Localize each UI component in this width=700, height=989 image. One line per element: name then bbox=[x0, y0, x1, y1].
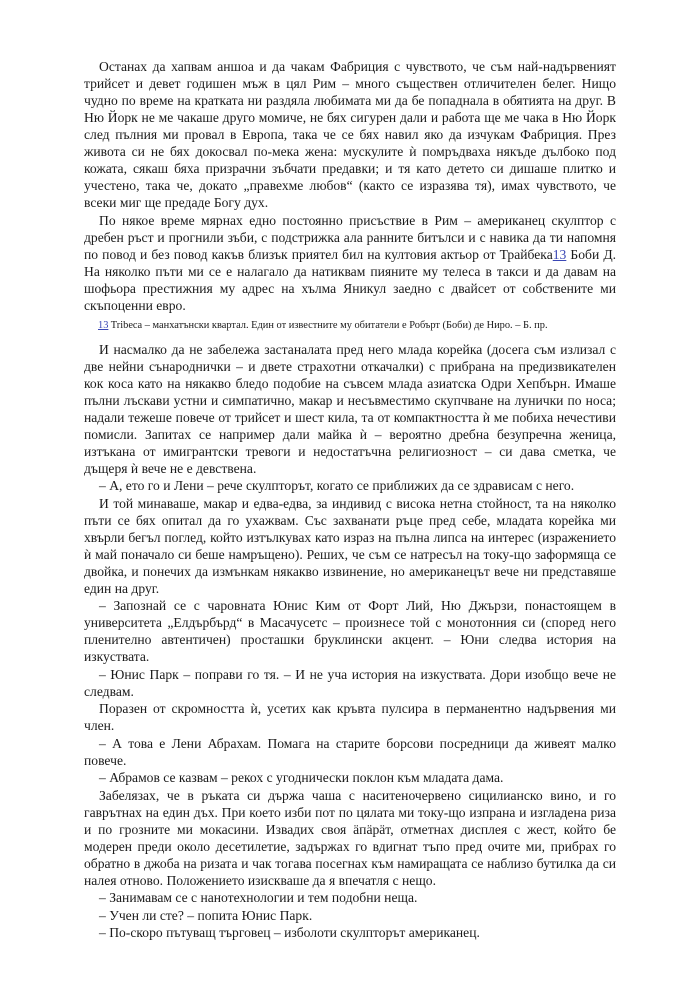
paragraph: – По-скоро пътуващ търговец – изболоти скулпторът американец. bbox=[99, 925, 480, 940]
paragraph: – А това е Лени Абрахам. Помага на старите борсови посредници да живеят малко повече. bbox=[84, 735, 616, 768]
paragraph: И той минаваше, макар и едва-едва, за индивид с висока нетна стойност, та на няколко пъти се бях опитал да го ухажвам. Със захванати ръце пред себе, младата корейка ми хвърли бегъл поглед, който изтълкувах като израз на пълна липса на интерес (изражението ѝ май поначало си беше намръщено). Реших, че съм се натресъл на току-що заформяща се двойка, и понечих да измънкам някакво извинение, но американецът вече ни представяше един на друг. bbox=[84, 495, 616, 596]
footnote-backlink[interactable]: 13 bbox=[98, 319, 109, 331]
paragraph: И насмалко да не забележа застаналата пред него млада корейка (досега съм излизал с две нейни сънароднички – и двете страхотни откачалки) с прибрана на предизвикателен кок коса като на някакво бледо подобие на съвсем млада азиатска Одри Хепбърн. Имаше пълни лъскави устни и симпатично, макар и несъвместимо скупчване на лунички по носа; надали тежеше повече от трийсет и шест кила, та от компактността ѝ ме побиха нечестиви помисли. Запитах се например дали майка ѝ – вероятно дребна безупречна женица, изтъкана от имигрантски тревоги и недостатъчна религиозност – си дава сметка, че дъщеря ѝ вече не е девствена. bbox=[84, 341, 616, 476]
paragraph: – А, ето го и Лени – рече скулпторът, когато се приближих да се здрависам с него. bbox=[99, 478, 575, 493]
paragraph-with-footnote-ref bbox=[84, 212, 616, 314]
paragraph: – Юнис Парк – поправи го тя. – И не уча история на изкуствата. Дори изобщо вече не следвам. bbox=[84, 666, 616, 699]
paragraph: – Запознай се с чаровната Юнис Ким от Форт Лий, Ню Джързи, понастоящем в университета „Елдърбърд“ в Масачусетс – произнесе той с монотонния си (според него пленително автентичен) просташки бруклински акцент. – Юни следва история на изкуствата. bbox=[84, 598, 616, 664]
paragraph: Забелязах, че в ръката си държа чаша с наситеночервено сицилианско вино, и го гаврътнах на един дъх. При което изби пот по цялата ми току-що изпрана и изгладена риза и по грозните ми мокасини. Извадих своя äпäрäт, отметнах дисплея с жест, който бе модерен преди около десетилетие, задържах го вдигнат тъпо пред очите ми, прибрах го обратно в джоба на ризата и чак тогава посегнах към намиращата се наблизо бутилка да си налея отново. Положението изискваше да я впечатля с нещо. bbox=[84, 787, 616, 888]
footnote-text: Tribeca – манхатънски квартал. Един от известните му обитатели е Робърт (Боби) де Ниро. – Б. пр. bbox=[108, 319, 548, 331]
paragraph: – Занимавам се с нанотехнологии и тем подобни неща. bbox=[99, 890, 418, 905]
paragraph: – Абрамов се казвам – рекох с угоднически поклон към младата дама. bbox=[99, 770, 504, 785]
paragraph: Поразен от скромността ѝ, усетих как кръвта пулсира в перманентно надървения ми член. bbox=[84, 701, 616, 733]
footnote-reference-link[interactable]: 13 bbox=[552, 246, 567, 262]
paragraph: – Учен ли сте? – попита Юнис Парк. bbox=[99, 907, 313, 923]
paragraph-text: По някое време мярнах едно постоянно присъствие в Рим – американец скулптор с дребен ръст и прогнили зъби, с подстрижка ала ранните битълси и с навика да ти напомня по повод и без повод какъв близък приятел бил на култовия актьор от Трайбека bbox=[84, 212, 616, 262]
paragraph: Останах да хапвам аншоа и да чакам Фабриция с чувството, че съм най-надървеният трийсет и девет годишен мъж в цял Рим – много съществен отличителен белег. Нищо чудно по време на кратката ни раздяла любимата ми да бе попаднала в обятията на друг. В Ню Йорк не ме чакаше друго момиче, не бях сигурен дали и работа ще ме чака в Ню Йорк след пълния ми провал в Европа, така че се бях навил яко да изчукам Фабриция. През живота си не бях докосвал по-мека жена: мускулите ѝ помръдваха някъде дълбоко под кожата, сякаш бяха призрачни зъбчати предавки; и тя като детето си дишаше плитко и учестено, така че, докато „правехме любов“ (както се изразява тя), имах чувството, че всеки миг ще предаде Богу дух. bbox=[84, 59, 616, 210]
paragraph-text: Боби Д. На няколко пъти ми се е налагало да натиквам пияните му телеса в такси и да давам на шофьора престижния му адрес на хълма Яникул заедно с двайсет от собствените ми скъпоценни евро. bbox=[84, 246, 617, 313]
footnote bbox=[84, 319, 616, 332]
